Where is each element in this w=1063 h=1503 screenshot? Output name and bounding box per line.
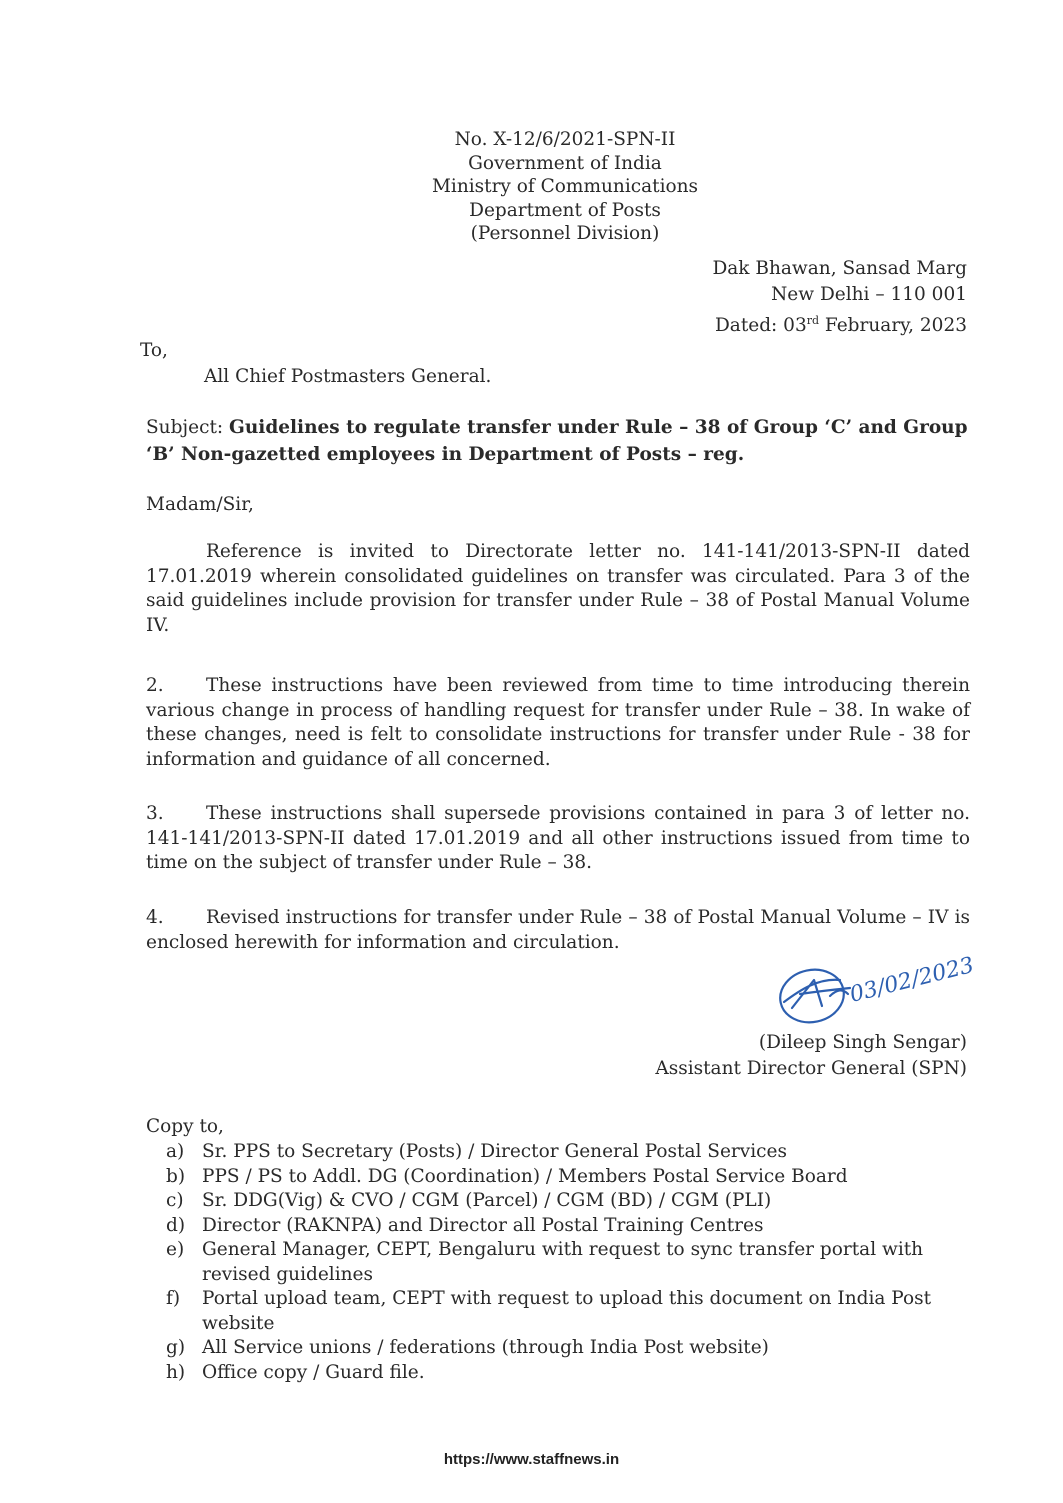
list-item: h) Office copy / Guard file. [166, 1361, 425, 1383]
list-item: e) General Manager, CEPT, Bengaluru with request to sync transfer portal with revised guidelines [166, 1239, 924, 1285]
list-item: g) All Service unions / federations (through India Post website) [166, 1337, 769, 1358]
department-line: Department of Posts [469, 199, 661, 221]
signatory-name: (Dileep Singh Sengar) [758, 1032, 967, 1053]
list-item: a) Sr. PPS to Secretary (Posts) / Director General Postal Services [166, 1141, 787, 1162]
paragraph-number: 4. [146, 907, 164, 928]
list-item: b) PPS / PS to Addl. DG (Coordination) / Members Postal Service Board [166, 1165, 848, 1187]
paragraph-number: 3. [146, 803, 164, 824]
addressee: All Chief Postmasters General. [204, 366, 492, 387]
list-item: f) Portal upload team, CEPT with request to upload this document on India Post website [166, 1288, 932, 1334]
paragraph-4: 4. Revised instructions for transfer under Rule – 38 of Postal Manual Volume – IV is enclosed herewith for information and circulation. [146, 907, 970, 953]
signatory-designation: Assistant Director General (SPN) [655, 1058, 967, 1079]
division-line: (Personnel Division) [470, 223, 660, 244]
list-item: c) Sr. DDG(Vig) & CVO / CGM (Parcel) / CGM (BD) / CGM (PLI) [166, 1190, 772, 1211]
subject-label: Subject: [146, 417, 224, 438]
paragraph-2: 2. These instructions have been reviewed from time to time introducing therein various change in process of handling request for transfer under Rule – 38. In wake of these changes, need is felt to consolidate instructions for transfer under Rule - 38 for information and guidance of all concerned. [146, 675, 970, 770]
paragraph-3: 3. These instructions shall supersede provisions contained in para 3 of letter no. 141-141/2013-SPN-II dated 17.01.2019 and all other instructions issued from time to time on the subject of transfer under Rule – 38. [146, 803, 970, 873]
signatory-block [655, 1030, 967, 1082]
file-number: No. X-12/6/2021-SPN-II [454, 129, 676, 150]
subject-text: Guidelines to regulate transfer under Rule – 38 of Group ‘C’ and Group ‘B’ Non-gazetted employees in Department of Posts – reg. [146, 417, 968, 465]
signature-image [770, 950, 977, 1032]
paragraph-number: 2. [146, 675, 164, 696]
ministry-line: Ministry of Communications [431, 176, 699, 197]
sender-address [712, 256, 967, 339]
signature-date: 03/02/2023 [847, 952, 977, 1008]
list-item: d) Director (RAKNPA) and Director all Postal Training Centres [166, 1214, 764, 1236]
copy-to-list [166, 1140, 978, 1385]
government-line: Government of India [468, 152, 662, 174]
subject-line [146, 414, 976, 468]
letter-date: Dated: 03rd February, 2023 [714, 314, 967, 337]
salutation: Madam/Sir, [146, 494, 254, 515]
letter-header [400, 128, 730, 246]
paragraph-1: Reference is invited to Directorate letter no. 141-141/2013-SPN-II dated 17.01.2019 wherein consolidated guidelines on transfer was circulated. Para 3 of the said guidelines include provision for transfer under Rule – 38 of Postal Manual Volume IV. [146, 541, 970, 636]
address-line-1: Dak Bhawan, Sansad Marg [712, 258, 967, 279]
to-label: To, [140, 340, 168, 361]
footer-url[interactable]: https://www.staffnews.in [443, 1451, 620, 1468]
address-line-2: New Delhi – 110 001 [771, 284, 967, 305]
copy-to-label: Copy to, [146, 1116, 224, 1137]
